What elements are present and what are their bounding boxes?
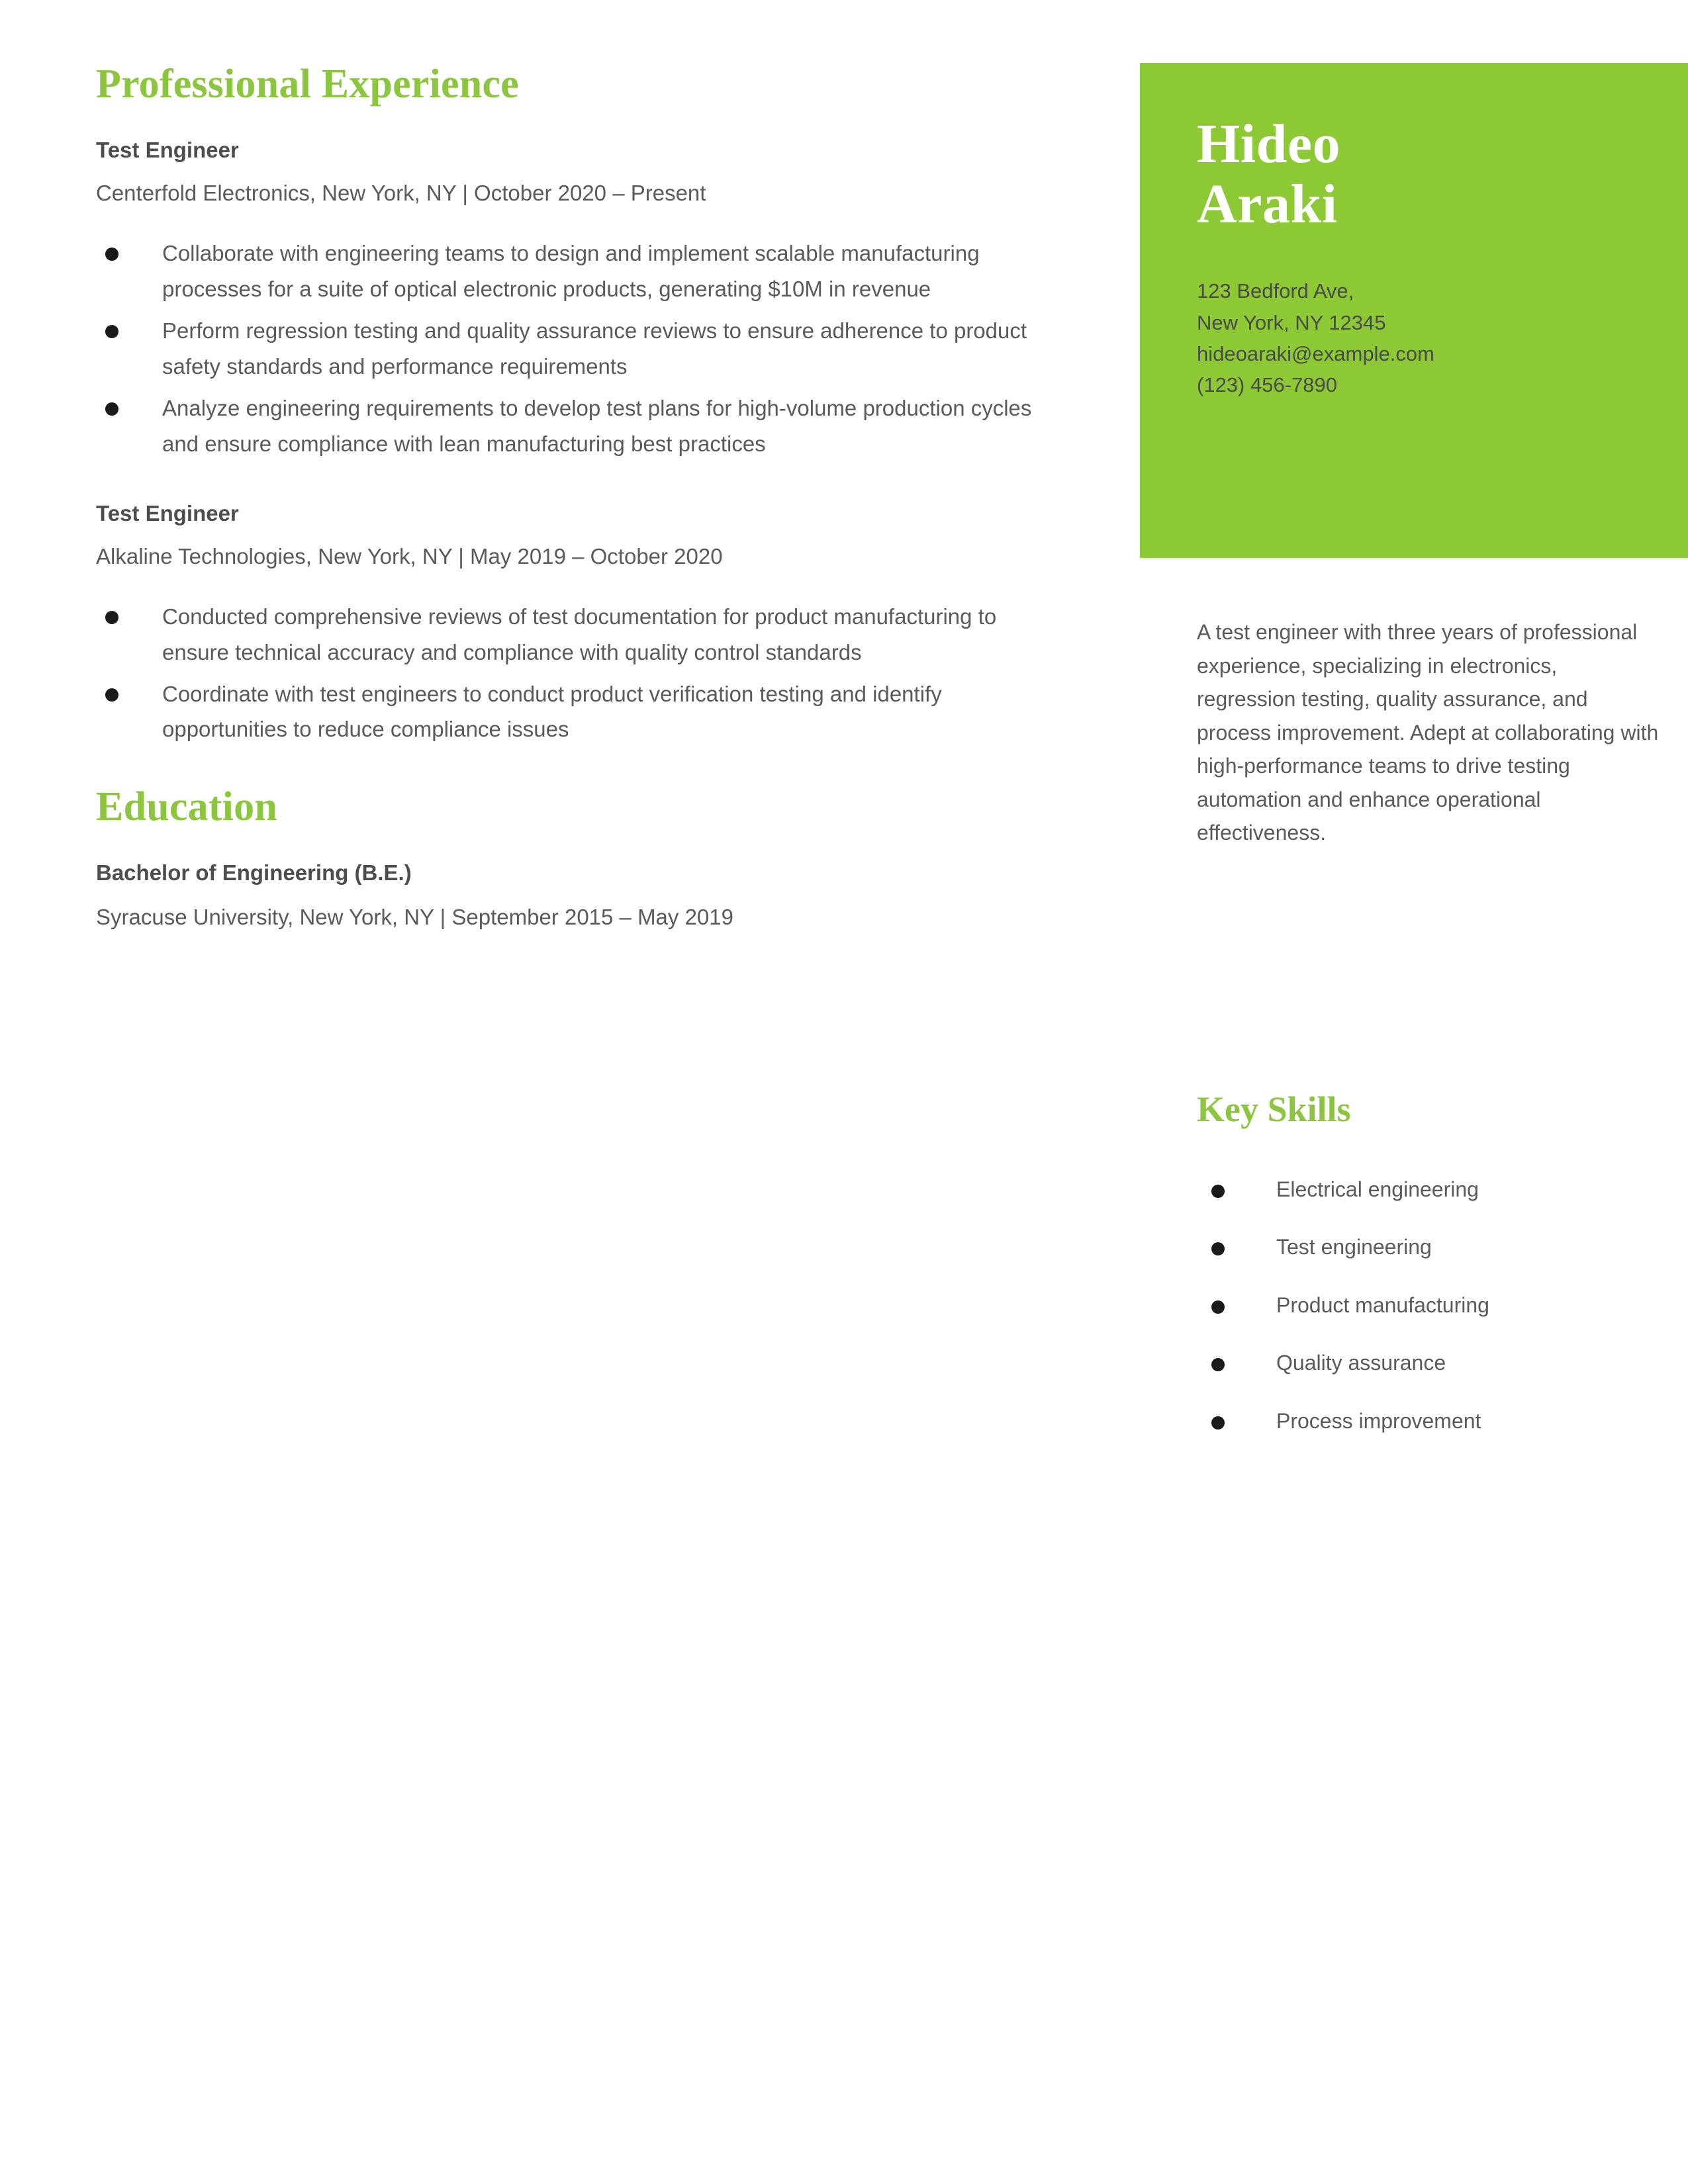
list-item <box>96 676 1056 747</box>
list-item-text: Collaborate with engineering teams to design and implement scalable manufacturing processes for a suite of optical electronic products, generating $10M in revenue <box>162 241 980 301</box>
list-item <box>1197 1177 1673 1202</box>
key-skills-list <box>1197 1177 1673 1466</box>
job-company-location-dates: Alkaline Technologies, New York, NY | May 2019 – October 2020 <box>96 544 723 569</box>
bullet-dot-icon <box>1211 1242 1225 1255</box>
bullet-dot-icon <box>105 325 118 338</box>
list-item <box>96 599 1056 670</box>
skill-label: Test engineering <box>1276 1235 1432 1259</box>
job-responsibilities-list <box>96 236 1056 461</box>
contact-address-line1: 123 Bedford Ave, <box>1197 279 1354 303</box>
first-name: Hideo <box>1197 113 1341 175</box>
education-entry <box>96 859 1056 932</box>
last-name: Araki <box>1197 173 1338 235</box>
bullet-dot-icon <box>1211 1185 1225 1198</box>
contact-address-line2: New York, NY 12345 <box>1197 310 1386 334</box>
skill-label: Process improvement <box>1276 1408 1481 1433</box>
main-content-column <box>96 63 1056 932</box>
bullet-dot-icon <box>1211 1416 1225 1430</box>
list-item-text: Coordinate with test engineers to conduct product verification testing and identify opportunities to reduce compliance issues <box>162 682 942 742</box>
section-heading-education: Education <box>96 784 277 829</box>
section-heading-key-skills: Key Skills <box>1197 1089 1351 1129</box>
job-responsibilities-list <box>96 599 1056 747</box>
job-title: Test Engineer <box>96 500 239 525</box>
list-item-text: Perform regression testing and quality assurance reviews to ensure adherence to product safety standards and performance requirements <box>162 318 1027 379</box>
skill-label: Product manufacturing <box>1276 1293 1489 1317</box>
professional-summary: A test engineer with three years of professional experience, specializing in electronics, regression testing, quality assurance, and process improvement. Adept at collaborating with high-performance teams to drive testing automation and enhance operational effectiveness. <box>1197 620 1659 845</box>
education-school-location-dates: Syracuse University, New York, NY | September 2015 – May 2019 <box>96 905 733 930</box>
page-title <box>1197 114 1662 234</box>
bullet-dot-icon <box>105 248 118 261</box>
education-degree: Bachelor of Engineering (B.E.) <box>96 860 412 885</box>
bullet-dot-icon <box>105 688 118 702</box>
list-item <box>1197 1293 1673 1318</box>
contact-phone[interactable]: (123) 456-7890 <box>1197 373 1337 396</box>
experience-entry <box>96 500 1056 747</box>
sidebar-column <box>1140 0 1688 2184</box>
list-item <box>96 390 1056 461</box>
job-company-location-dates: Centerfold Electronics, New York, NY | October 2020 – Present <box>96 181 706 206</box>
list-item <box>96 313 1056 384</box>
list-item <box>96 236 1056 306</box>
skill-label: Electrical engineering <box>1276 1177 1479 1201</box>
list-item <box>1197 1234 1673 1259</box>
list-item <box>1197 1408 1673 1433</box>
list-item-text: Conducted comprehensive reviews of test documentation for product manufacturing to ensure technical accuracy and compliance with quality control standards <box>162 604 997 664</box>
contact-info-block <box>1197 275 1662 400</box>
bullet-dot-icon <box>105 402 118 416</box>
section-heading-professional-experience: Professional Experience <box>96 62 519 107</box>
experience-entry <box>96 136 1056 461</box>
bullet-dot-icon <box>1211 1358 1225 1371</box>
skill-label: Quality assurance <box>1276 1351 1446 1375</box>
bullet-dot-icon <box>1211 1300 1225 1314</box>
contact-email[interactable]: hideoaraki@example.com <box>1197 341 1434 365</box>
job-title: Test Engineer <box>96 138 239 163</box>
list-item-text: Analyze engineering requirements to develop test plans for high-volume production cycles and ensure compliance with lean manufacturing best practices <box>162 396 1032 456</box>
bullet-dot-icon <box>105 611 118 624</box>
list-item <box>1197 1350 1673 1375</box>
name-header-card <box>1140 63 1688 558</box>
